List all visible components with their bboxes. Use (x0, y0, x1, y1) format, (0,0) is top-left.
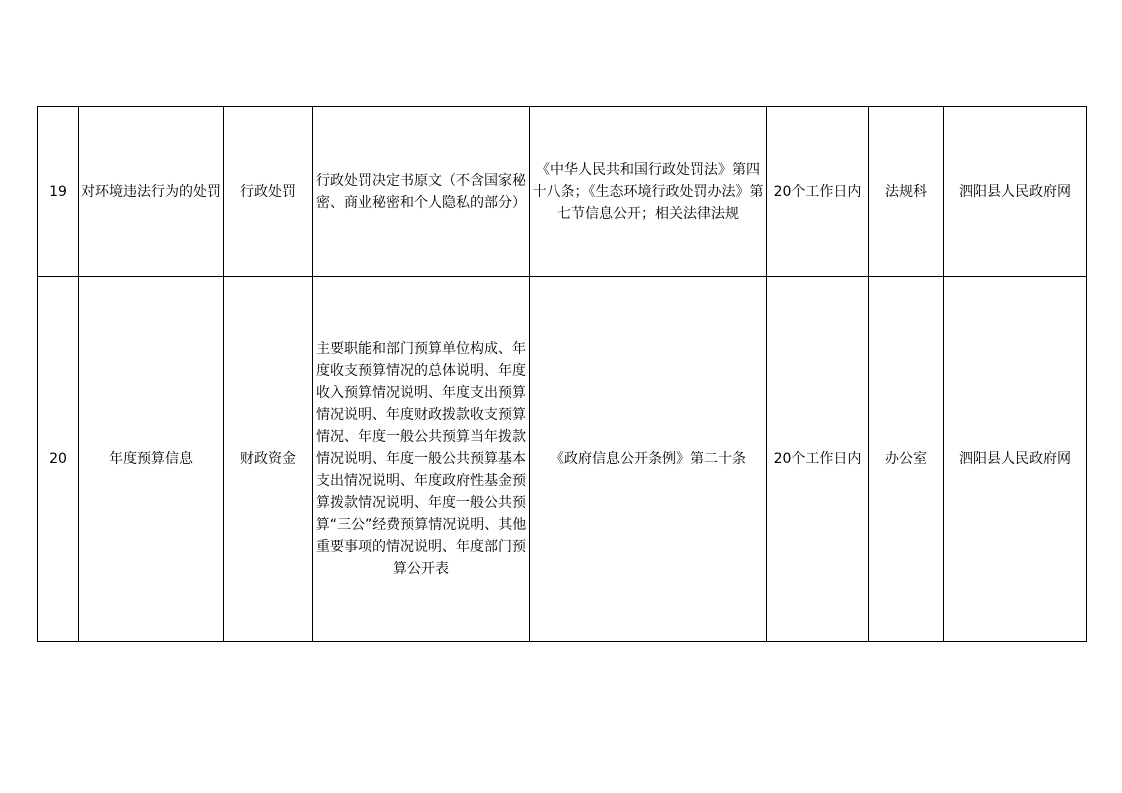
time-limit-cell: 20个工作日内 (767, 107, 869, 277)
channel-cell: 泗阳县人民政府网 (944, 277, 1087, 642)
row-number-cell: 19 (38, 107, 79, 277)
channel-cell: 泗阳县人民政府网 (944, 107, 1087, 277)
content-cell: 主要职能和部门预算单位构成、年度收支预算情况的总体说明、年度收入预算情况说明、年度支出预算情况说明、年度财政拨款收支预算情况、年度一般公共预算当年拨款情况说明、年度一般公共预算基本支出情况说明、年度政府性基金预算拨款情况说明、年度一般公共预算“三公”经费预算情况说明、其他重要事项的情况说明、年度部门预算公开表 (313, 277, 530, 642)
item-name-cell: 年度预算信息 (79, 277, 224, 642)
row-number-cell: 20 (38, 277, 79, 642)
department-cell: 法规科 (869, 107, 944, 277)
disclosure-table (37, 106, 1087, 642)
category-cell: 行政处罚 (224, 107, 313, 277)
content-cell: 行政处罚决定书原文（不含国家秘密、商业秘密和个人隐私的部分） (313, 107, 530, 277)
basis-cell: 《中华人民共和国行政处罚法》第四十八条；《生态环境行政处罚办法》第七节信息公开；相关法律法规 (530, 107, 767, 277)
table-row (38, 107, 1087, 277)
basis-cell: 《政府信息公开条例》第二十条 (530, 277, 767, 642)
table-row (38, 277, 1087, 642)
category-cell: 财政资金 (224, 277, 313, 642)
department-cell: 办公室 (869, 277, 944, 642)
item-name-cell: 对环境违法行为的处罚 (79, 107, 224, 277)
time-limit-cell: 20个工作日内 (767, 277, 869, 642)
